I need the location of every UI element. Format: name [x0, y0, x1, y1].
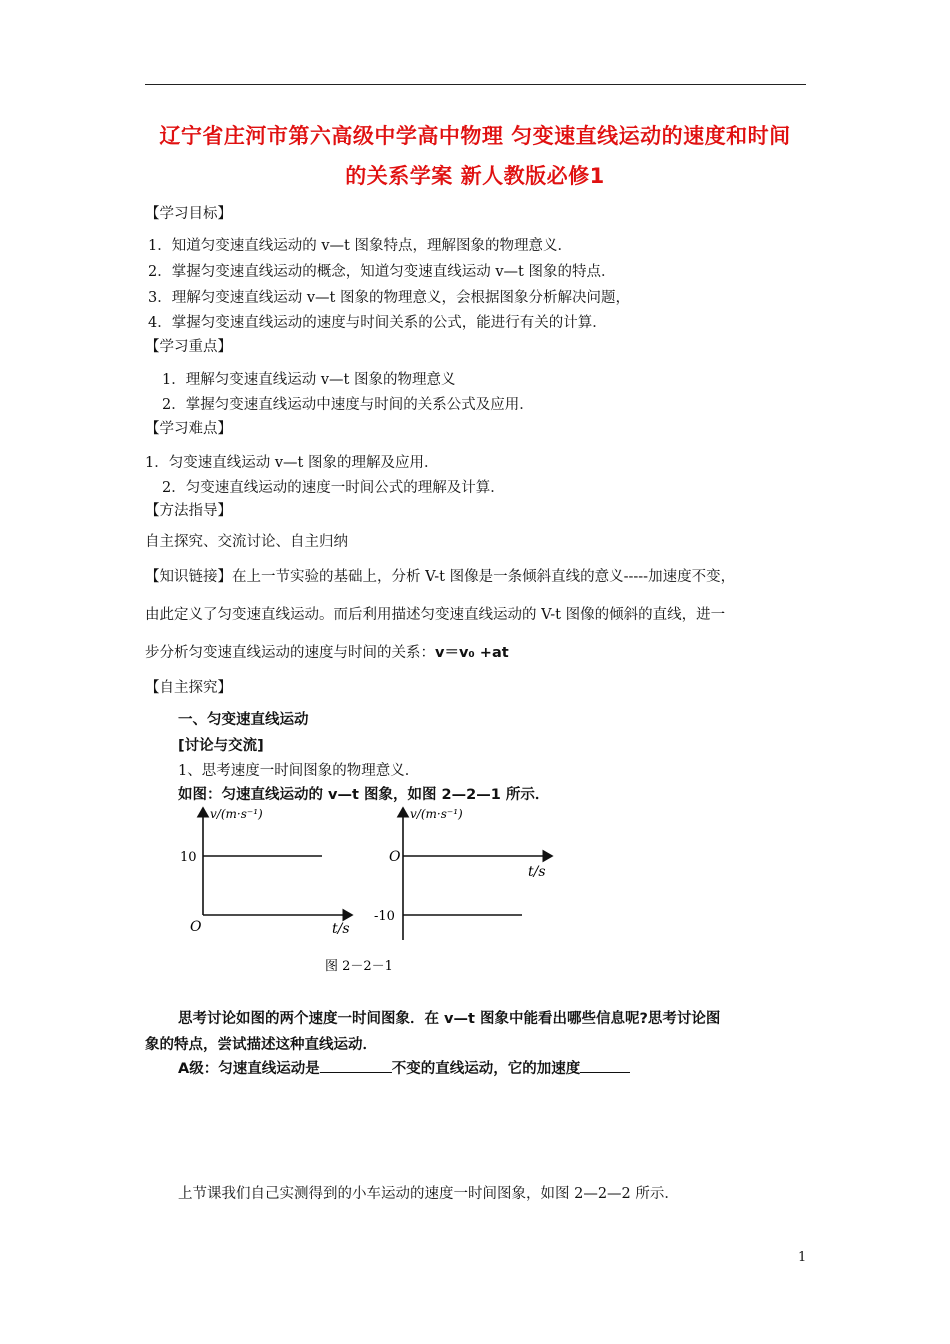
think-discuss-line2: 象的特点，尝试描述这种直线运动． [145, 1037, 377, 1053]
knowledge-link-line2: 由此定义了匀变速直线运动。而后利用描述匀变速直线运动的 V-t 图像的倾斜的直线，进一 [145, 607, 726, 623]
right-origin-label: O [389, 849, 401, 865]
right-x-axis-label: t/s [528, 864, 546, 880]
part-one-heading: 一、匀变速直线运动 [178, 712, 309, 728]
knowledge-link-line3: 步分析匀变速直线运动的速度与时间的关系：v＝v₀ +at [145, 645, 509, 661]
right-y-axis-label: v/(m·s⁻¹) [410, 807, 463, 821]
document-title-line1: 辽宁省庄河市第六高级中学高中物理 匀变速直线运动的速度和时间 [159, 124, 791, 148]
goal-item: 3．理解匀变速直线运动 v—t 图象的物理意义，会根据图象分析解决问题， [148, 290, 630, 306]
document-title-line2: 的关系学案 新人教版必修1 [345, 164, 605, 188]
right-value-label: -10 [374, 909, 395, 924]
figure-2-2-1 [170, 800, 590, 985]
left-y-axis-label: v/(m·s⁻¹) [210, 807, 263, 821]
header-rule [145, 84, 806, 85]
discussion-heading: [讨论与交流] [178, 738, 264, 754]
question-one: 1、思考速度一时间图象的物理意义． [178, 763, 420, 779]
difficulty-header: 【学习难点】 [145, 421, 232, 437]
figure-intro: 如图：匀速直线运动的 v—t 图象，如图 2—2—1 所示． [178, 787, 550, 803]
think-discuss-line1: 思考讨论如图的两个速度一时间图象．在 v—t 图象中能看出哪些信息呢?思考讨论图 [178, 1011, 721, 1027]
left-value-label: 10 [180, 850, 197, 865]
left-origin-label: O [190, 919, 202, 935]
difficulty-item: 2．匀变速直线运动的速度一时间公式的理解及计算． [162, 480, 505, 496]
knowledge-link-line1: 【知识链接】在上一节实验的基础上，分析 V-t 图像是一条倾斜直线的意义-----加速度不变， [145, 569, 736, 585]
method-text: 自主探究、交流讨论、自主归纳 [145, 534, 348, 550]
goals-header: 【学习目标】 [145, 206, 232, 222]
knowledge-link-header: 【知识链接】 [145, 569, 232, 585]
blank-field[interactable] [580, 1058, 630, 1073]
goal-item: 2．掌握匀变速直线运动的概念，知道匀变速直线运动 v—t 图象的特点． [148, 264, 616, 280]
velocity-formula: v＝v₀ +at [435, 645, 509, 661]
explore-header: 【自主探究】 [145, 680, 232, 696]
last-paragraph: 上节课我们自己实测得到的小车运动的速度一时间图象，如图 2—2—2 所示． [178, 1186, 679, 1202]
figure-caption: 图 2－2－1 [325, 959, 393, 974]
key-point-item: 2．掌握匀变速直线运动中速度与时间的关系公式及应用． [162, 397, 534, 413]
goal-item: 1．知道匀变速直线运动的 v—t 图象特点，理解图象的物理意义． [148, 238, 572, 254]
blank-field[interactable] [320, 1058, 392, 1073]
a-level-question: A级：匀速直线运动是 不变的直线运动，它的加速度 [178, 1057, 630, 1078]
page-number: 1 [798, 1250, 807, 1265]
left-x-axis-label: t/s [332, 921, 350, 937]
difficulty-item: 1．匀变速直线运动 v—t 图象的理解及应用． [145, 455, 439, 471]
goal-item: 4．掌握匀变速直线运动的速度与时间关系的公式，能进行有关的计算． [148, 315, 607, 331]
key-point-item: 1．理解匀变速直线运动 v—t 图象的物理意义 [162, 372, 456, 388]
key-points-header: 【学习重点】 [145, 339, 232, 355]
method-header: 【方法指导】 [145, 503, 232, 519]
